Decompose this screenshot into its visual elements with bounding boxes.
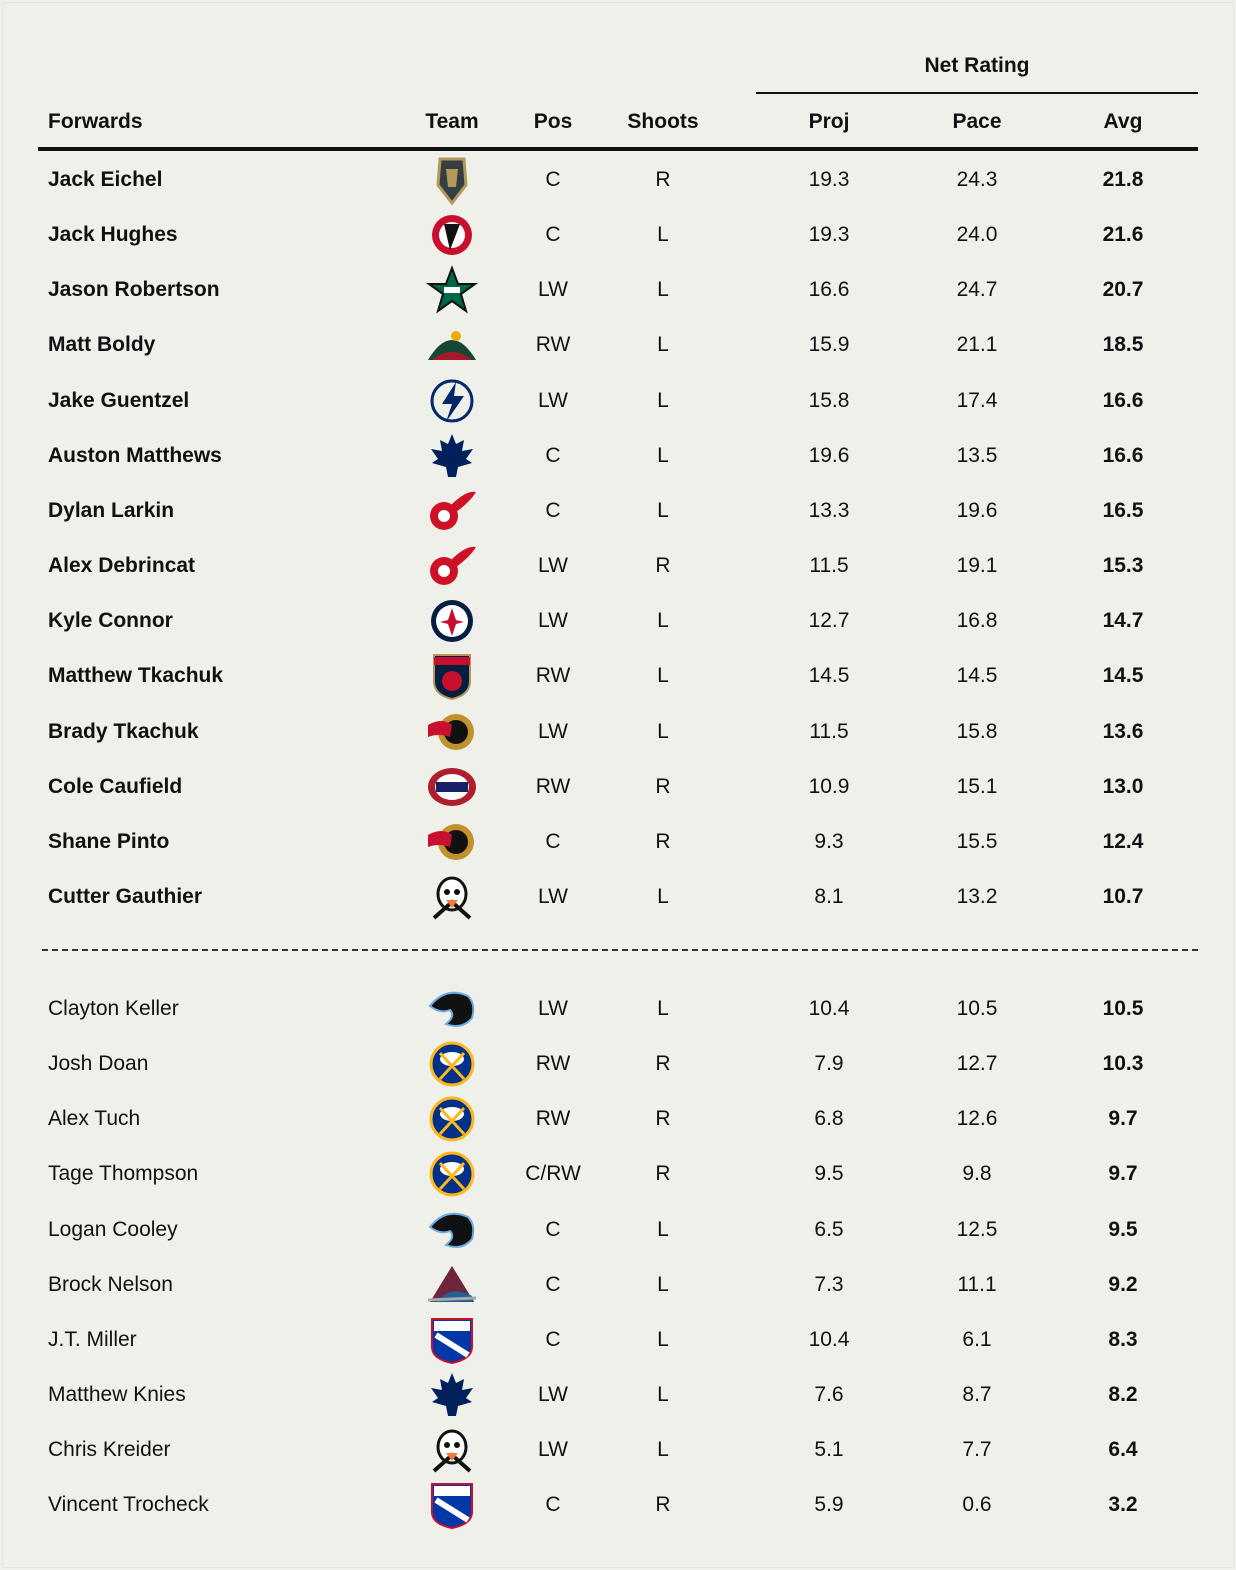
shoots-cell: R [655, 554, 671, 578]
table-row [0, 814, 1236, 869]
shoots-cell: L [657, 884, 669, 908]
table-row [0, 207, 1236, 262]
shoots-cell: L [657, 609, 669, 633]
proj-cell: 10.4 [808, 997, 850, 1020]
new-york-rangers-icon [426, 1315, 478, 1365]
shoots-cell: L [657, 333, 669, 357]
player-name: Matt Boldy [48, 333, 156, 357]
player-name: Jason Robertson [48, 278, 220, 302]
utah-mammoth-icon [426, 1205, 478, 1255]
table-row [0, 1091, 1236, 1146]
pace-cell: 24.3 [956, 168, 998, 191]
table-row [0, 759, 1236, 814]
pace-cell: 10.5 [956, 997, 998, 1020]
avg-cell: 16.5 [1102, 498, 1144, 522]
table-row [0, 648, 1236, 703]
shoots-cell: L [657, 223, 669, 247]
position-cell: RW [535, 664, 571, 688]
dallas-stars-icon [426, 265, 478, 315]
position-cell: RW [535, 774, 571, 798]
player-name: Vincent Trocheck [48, 1493, 209, 1517]
pace-cell: 17.4 [956, 388, 998, 412]
table-row [0, 373, 1236, 428]
group-header-net-rating: Net Rating [924, 54, 1030, 77]
position-cell: LW [538, 609, 568, 633]
position-cell: C [545, 1493, 561, 1517]
table-row [0, 317, 1236, 372]
shoots-cell: L [657, 388, 669, 412]
avg-cell: 10.3 [1102, 1052, 1144, 1076]
position-cell: LW [538, 884, 568, 908]
position-cell: C [545, 1272, 561, 1296]
shoots-cell: L [657, 997, 669, 1020]
player-name: Dylan Larkin [48, 498, 175, 522]
table-header [0, 105, 1236, 141]
proj-cell: 6.5 [814, 1217, 844, 1241]
position-cell: C [545, 1217, 561, 1241]
table-row [0, 1312, 1236, 1367]
proj-cell: 8.1 [814, 884, 844, 908]
ottawa-senators-icon [426, 817, 478, 867]
pace-cell: 19.6 [956, 498, 998, 522]
proj-cell: 10.9 [808, 774, 850, 798]
player-name: Brock Nelson [48, 1272, 173, 1296]
avg-cell: 3.2 [1108, 1493, 1138, 1517]
pace-cell: 11.1 [957, 1272, 997, 1296]
column-header-proj: Proj [808, 110, 850, 133]
proj-cell: 19.6 [808, 443, 850, 467]
position-cell: LW [538, 278, 568, 302]
player-name: Tage Thompson [48, 1162, 199, 1186]
position-cell: C [545, 498, 561, 522]
position-cell: C [545, 443, 561, 467]
shoots-cell: R [655, 774, 671, 798]
player-name: Alex Debrincat [48, 554, 196, 578]
pace-cell: 15.8 [956, 719, 998, 743]
player-name: Clayton Keller [48, 997, 179, 1020]
table-row [0, 483, 1236, 538]
proj-cell: 11.5 [809, 554, 849, 578]
avg-cell: 9.7 [1108, 1162, 1138, 1186]
column-header-pos: Pos [533, 110, 573, 133]
column-header-shoots: Shoots [627, 110, 699, 133]
pace-cell: 0.6 [962, 1493, 992, 1517]
pace-cell: 12.5 [956, 1217, 998, 1241]
avg-cell: 21.8 [1102, 168, 1144, 191]
shoots-cell: L [657, 443, 669, 467]
pace-cell: 14.5 [956, 664, 998, 688]
detroit-red-wings-icon [426, 486, 478, 536]
pace-cell: 24.0 [956, 223, 998, 247]
table-row [0, 1202, 1236, 1257]
section-divider [42, 949, 1198, 951]
anaheim-ducks-icon [426, 872, 478, 922]
table-row [0, 1257, 1236, 1312]
pace-cell: 12.6 [956, 1107, 998, 1131]
column-header-team: Team [425, 110, 479, 133]
pace-cell: 7.7 [962, 1438, 992, 1462]
new-jersey-devils-icon [426, 210, 478, 260]
position-cell: LW [538, 1438, 568, 1462]
proj-cell: 16.6 [808, 278, 850, 302]
avg-cell: 12.4 [1102, 829, 1144, 853]
table-row [0, 1036, 1236, 1091]
player-name: J.T. Miller [48, 1327, 137, 1351]
toronto-maple-leafs-icon [426, 1370, 478, 1420]
avg-cell: 16.6 [1102, 388, 1144, 412]
player-name: Shane Pinto [48, 829, 170, 853]
winnipeg-jets-icon [426, 596, 478, 646]
table-row [0, 1477, 1236, 1532]
proj-cell: 7.9 [814, 1052, 844, 1076]
column-header-forwards: Forwards [48, 110, 143, 133]
shoots-cell: R [655, 168, 671, 191]
proj-cell: 15.8 [808, 388, 850, 412]
pace-cell: 13.2 [956, 884, 998, 908]
proj-cell: 14.5 [808, 664, 850, 688]
florida-panthers-icon [426, 651, 478, 701]
new-york-rangers-icon [426, 1480, 478, 1530]
table-row [0, 152, 1236, 207]
proj-cell: 19.3 [808, 223, 850, 247]
shoots-cell: L [657, 1327, 669, 1351]
player-name: Cole Caufield [48, 774, 183, 798]
table-row [0, 869, 1236, 924]
shoots-cell: L [657, 719, 669, 743]
player-name: Josh Doan [48, 1052, 149, 1076]
pace-cell: 6.1 [962, 1327, 992, 1351]
buffalo-sabres-icon [426, 1039, 478, 1089]
position-cell: LW [538, 388, 568, 412]
proj-cell: 5.1 [814, 1438, 844, 1462]
position-cell: RW [535, 1052, 571, 1076]
avg-cell: 10.5 [1102, 997, 1144, 1020]
pace-cell: 24.7 [956, 278, 998, 302]
shoots-cell: L [657, 1272, 669, 1296]
pace-cell: 15.5 [956, 829, 998, 853]
shoots-cell: R [655, 1493, 671, 1517]
player-name: Jack Hughes [48, 223, 178, 247]
avg-cell: 21.6 [1102, 223, 1144, 247]
avg-cell: 6.4 [1108, 1438, 1138, 1462]
position-cell: LW [538, 1383, 568, 1407]
shoots-cell: R [655, 1052, 671, 1076]
vegas-golden-knights-icon [426, 155, 478, 205]
proj-cell: 6.8 [814, 1107, 844, 1131]
player-name: Brady Tkachuk [48, 719, 199, 743]
table-row [0, 262, 1236, 317]
pace-cell: 19.1 [956, 554, 998, 578]
avg-cell: 16.6 [1102, 443, 1144, 467]
proj-cell: 9.5 [814, 1162, 844, 1186]
detroit-red-wings-icon [426, 541, 478, 591]
utah-mammoth-icon [426, 984, 478, 1034]
column-header-avg: Avg [1103, 110, 1143, 133]
pace-cell: 21.1 [956, 333, 998, 357]
player-name: Matthew Knies [48, 1383, 186, 1407]
table-row [0, 981, 1236, 1036]
table-row [0, 1367, 1236, 1422]
player-name: Matthew Tkachuk [48, 664, 224, 688]
proj-cell: 12.7 [808, 609, 850, 633]
proj-cell: 13.3 [808, 498, 850, 522]
avg-cell: 8.3 [1108, 1327, 1138, 1351]
player-name: Chris Kreider [48, 1438, 171, 1462]
avg-cell: 14.5 [1102, 664, 1144, 688]
shoots-cell: R [655, 829, 671, 853]
shoots-cell: L [657, 498, 669, 522]
avg-cell: 18.5 [1102, 333, 1144, 357]
tampa-bay-lightning-icon [426, 376, 478, 426]
table-row [0, 704, 1236, 759]
group-header-rule [756, 92, 1198, 94]
shoots-cell: L [657, 278, 669, 302]
pace-cell: 16.8 [956, 609, 998, 633]
player-name: Jake Guentzel [48, 388, 190, 412]
avg-cell: 13.6 [1102, 719, 1144, 743]
position-cell: LW [538, 719, 568, 743]
position-cell: C [545, 829, 561, 853]
avg-cell: 8.2 [1108, 1383, 1138, 1407]
proj-cell: 7.6 [814, 1383, 844, 1407]
shoots-cell: L [657, 1217, 669, 1241]
player-name: Alex Tuch [48, 1107, 141, 1131]
avg-cell: 20.7 [1102, 278, 1144, 302]
table-row [0, 1146, 1236, 1201]
column-header-pace: Pace [952, 110, 1002, 133]
position-cell: C [545, 168, 561, 191]
table-row [0, 428, 1236, 483]
avg-cell: 13.0 [1102, 774, 1144, 798]
buffalo-sabres-icon [426, 1094, 478, 1144]
player-name: Kyle Connor [48, 609, 173, 633]
player-name: Cutter Gauthier [48, 884, 203, 908]
shoots-cell: L [657, 1438, 669, 1462]
proj-cell: 19.3 [808, 168, 850, 191]
player-name: Jack Eichel [48, 168, 163, 191]
avg-cell: 10.7 [1102, 884, 1144, 908]
avg-cell: 14.7 [1102, 609, 1144, 633]
table-row [0, 593, 1236, 648]
pace-cell: 13.5 [956, 443, 998, 467]
player-name: Logan Cooley [48, 1217, 178, 1241]
proj-cell: 5.9 [814, 1493, 844, 1517]
toronto-maple-leafs-icon [426, 431, 478, 481]
avg-cell: 9.7 [1108, 1107, 1138, 1131]
pace-cell: 12.7 [956, 1052, 998, 1076]
colorado-avalanche-icon [426, 1260, 478, 1310]
minnesota-wild-icon [426, 320, 478, 370]
position-cell: LW [538, 997, 568, 1020]
position-cell: LW [538, 554, 568, 578]
montreal-canadiens-icon [426, 762, 478, 812]
avg-cell: 9.2 [1108, 1272, 1138, 1296]
proj-cell: 9.3 [814, 829, 844, 853]
anaheim-ducks-icon [426, 1425, 478, 1475]
pace-cell: 8.7 [962, 1383, 992, 1407]
avg-cell: 9.5 [1108, 1217, 1138, 1241]
pace-cell: 15.1 [956, 774, 998, 798]
position-cell: RW [535, 333, 571, 357]
ottawa-senators-icon [426, 707, 478, 757]
table-row [0, 538, 1236, 593]
player-name: Auston Matthews [48, 443, 222, 467]
shoots-cell: R [655, 1162, 671, 1186]
position-cell: C/RW [525, 1162, 581, 1186]
buffalo-sabres-icon [426, 1149, 478, 1199]
header-rule [38, 147, 1198, 151]
proj-cell: 11.5 [809, 719, 849, 743]
proj-cell: 7.3 [814, 1272, 844, 1296]
position-cell: C [545, 1327, 561, 1351]
position-cell: C [545, 223, 561, 247]
table-row [0, 1422, 1236, 1477]
position-cell: RW [535, 1107, 571, 1131]
shoots-cell: L [657, 1383, 669, 1407]
shoots-cell: R [655, 1107, 671, 1131]
pace-cell: 9.8 [962, 1162, 992, 1186]
avg-cell: 15.3 [1102, 554, 1144, 578]
shoots-cell: L [657, 664, 669, 688]
proj-cell: 10.4 [808, 1327, 850, 1351]
proj-cell: 15.9 [808, 333, 850, 357]
